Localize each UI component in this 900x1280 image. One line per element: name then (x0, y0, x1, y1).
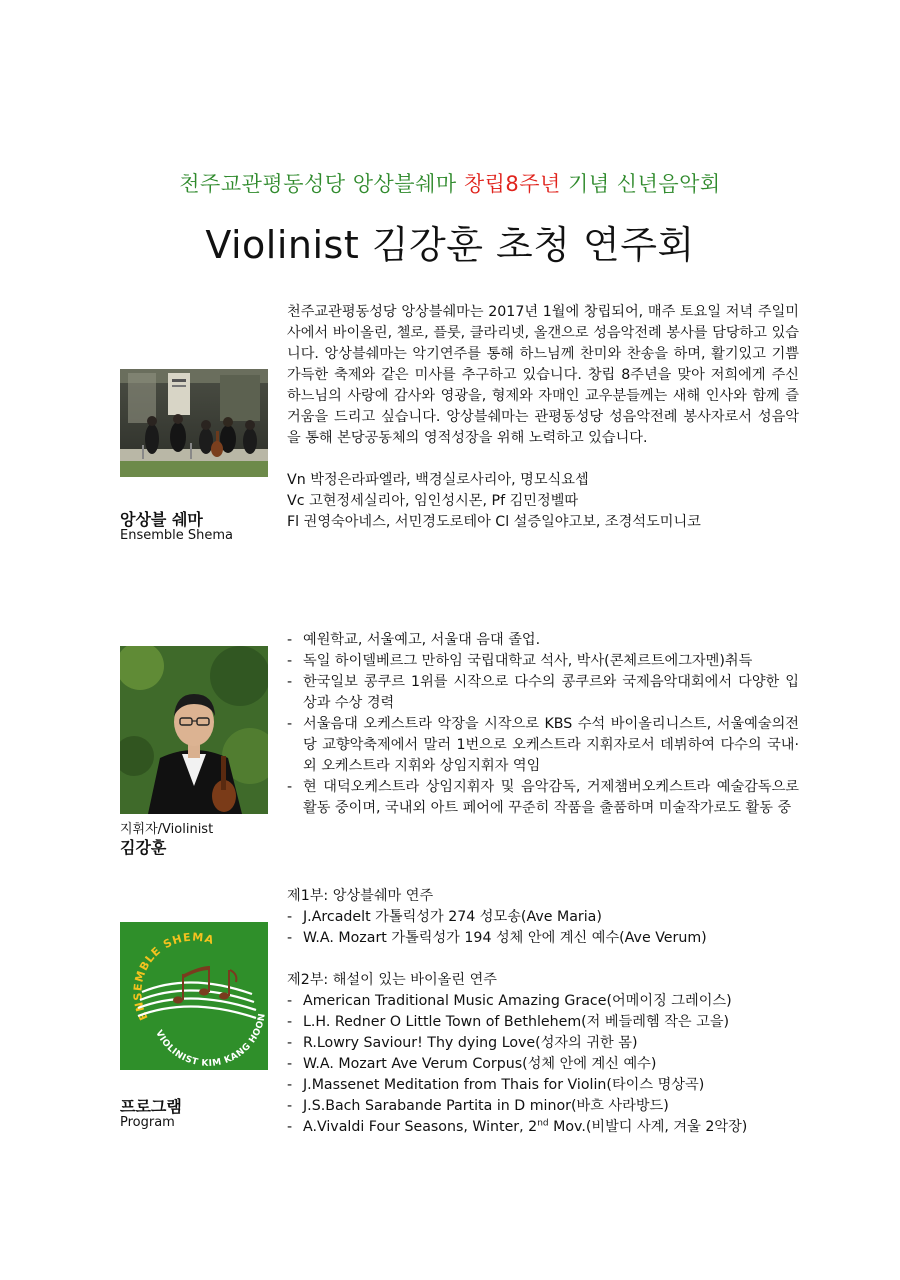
ensemble-label-en: Ensemble Shema (120, 528, 234, 543)
program-label-ko: 프로그램 (120, 1097, 182, 1116)
ensemble-text (287, 302, 799, 533)
concert-subtitle (0, 168, 900, 198)
program-item: - W.A. Mozart 가톨릭성가 194 성체 안에 계신 예수(Ave Verum) (287, 928, 799, 949)
subtitle-part1: 천주교관평동성당 앙상블쉐마 (179, 172, 464, 196)
part2-title: 제2부: 해설이 있는 바이올린 연주 (287, 972, 498, 988)
last-item-sup: nd (537, 1118, 549, 1129)
program-item: - J.Massenet Meditation from Thais for Violin(타이스 명상곡) (287, 1075, 799, 1096)
program-list (287, 886, 799, 1138)
conductor-photo (120, 646, 268, 818)
program-item: - American Traditional Music Amazing Grace(어메이징 그레이스) (287, 991, 799, 1012)
ensemble-photo (120, 369, 268, 481)
last-item-pre: A.Vivaldi Four Seasons, Winter, 2 (303, 1119, 538, 1135)
program-item: - R.Lowry Saviour! Thy dying Love(성자의 귀한 몸) (287, 1033, 799, 1054)
program-item: - J.Arcadelt 가톨릭성가 274 성모송(Ave Maria) (287, 907, 799, 928)
program-item-last (287, 1117, 799, 1138)
last-item-post: Mov.(비발디 사계, 겨울 2악장) (548, 1119, 748, 1135)
ensemble-logo (120, 922, 268, 1074)
program-item: - W.A. Mozart Ave Verum Corpus(성체 안에 계신 예수) (287, 1054, 799, 1075)
members-line: Fl 권영숙아네스, 서민경도로테아 Cl 설증일야고보, 조경석도미니코 (287, 514, 701, 530)
subtitle-anniversary: 창립8주년 (463, 172, 561, 196)
bio-item: - 예원학교, 서울예고, 서울대 음대 졸업. (287, 630, 799, 651)
concert-title: Violinist 김강훈 초청 연주회 (205, 223, 695, 267)
conductor-bio (287, 630, 799, 819)
ensemble-label-ko: 앙상블 쉐마 (120, 510, 203, 529)
program-item: - J.S.Bach Sarabande Partita in D minor(바흐 사라방드) (287, 1096, 799, 1117)
bio-item: - 한국일보 콩쿠르 1위를 시작으로 다수의 콩쿠르와 국제음악대회에서 다양한 입상과 수상 경력 (287, 672, 799, 714)
program-label-en: Program (120, 1115, 175, 1130)
subtitle-part2: 기념 신년음악회 (560, 172, 721, 196)
program-item: - L.H. Redner O Little Town of Bethlehem(저 베들레헴 작은 고을) (287, 1012, 799, 1033)
members-line: Vc 고현정세실리아, 임인성시몬, Pf 김민정벨따 (287, 493, 579, 509)
logo-text-bottom: VIOLINIST KIM KANG HOON (153, 1012, 268, 1069)
members-line: Vn 박정은라파엘라, 백경실로사리아, 명모식요셉 (287, 472, 589, 488)
part1-title: 제1부: 앙상블쉐마 연주 (287, 888, 434, 904)
logo-text-top: ENSEMBLE SHEMA (131, 930, 217, 1023)
bio-item: - 현 대덕오케스트라 상임지휘자 및 음악감독, 거제챔버오케스트라 예술감독으로 활동 중이며, 국내외 아트 페어에 꾸준히 작품을 출품하며 미술작가로도 활동 중 (287, 777, 799, 819)
conductor-role: 지휘자/Violinist (120, 822, 214, 837)
bio-item: - 서울음대 오케스트라 악장을 시작으로 KBS 수석 바이올리니스트, 서울예술의전당 교향악축제에서 말러 1번으로 오케스트라 지휘자로서 데뷔하여 다수의 국내·외 오케스트라 지휘와 상임지휘자 역임 (287, 714, 799, 777)
bio-item: - 독일 하이델베르그 만하임 국립대학교 석사, 박사(콘체르트에그자멘)취득 (287, 651, 799, 672)
ensemble-description: 천주교관평동성당 앙상블쉐마는 2017년 1월에 창립되어, 매주 토요일 저녁 주일미사에서 바이올린, 첼로, 플룻, 클라리넷, 올갠으로 성음악전례 봉사를 담당하고 있습니다. 앙상블쉐마는 악기연주를 통해 하느님께 찬미와 찬송을 하며, 활기있고 기쁨 가득한 축제와 같은 미사를 추구하고 있습니다. 창립 8주년을 맞아 저희에게 주신 하느님의 사랑에 감사와 영광을, 형제와 자매인 교우분들께는 새해 인사와 함께 즐거움을 드리고 싶습니다. 앙상블쉐마는 관평동성당 성음악전례 봉사자로서 성음악을 통해 본당공동체의 영적성장을 위해 노력하고 있습니다. (287, 304, 799, 446)
conductor-name: 김강훈 (120, 838, 167, 857)
